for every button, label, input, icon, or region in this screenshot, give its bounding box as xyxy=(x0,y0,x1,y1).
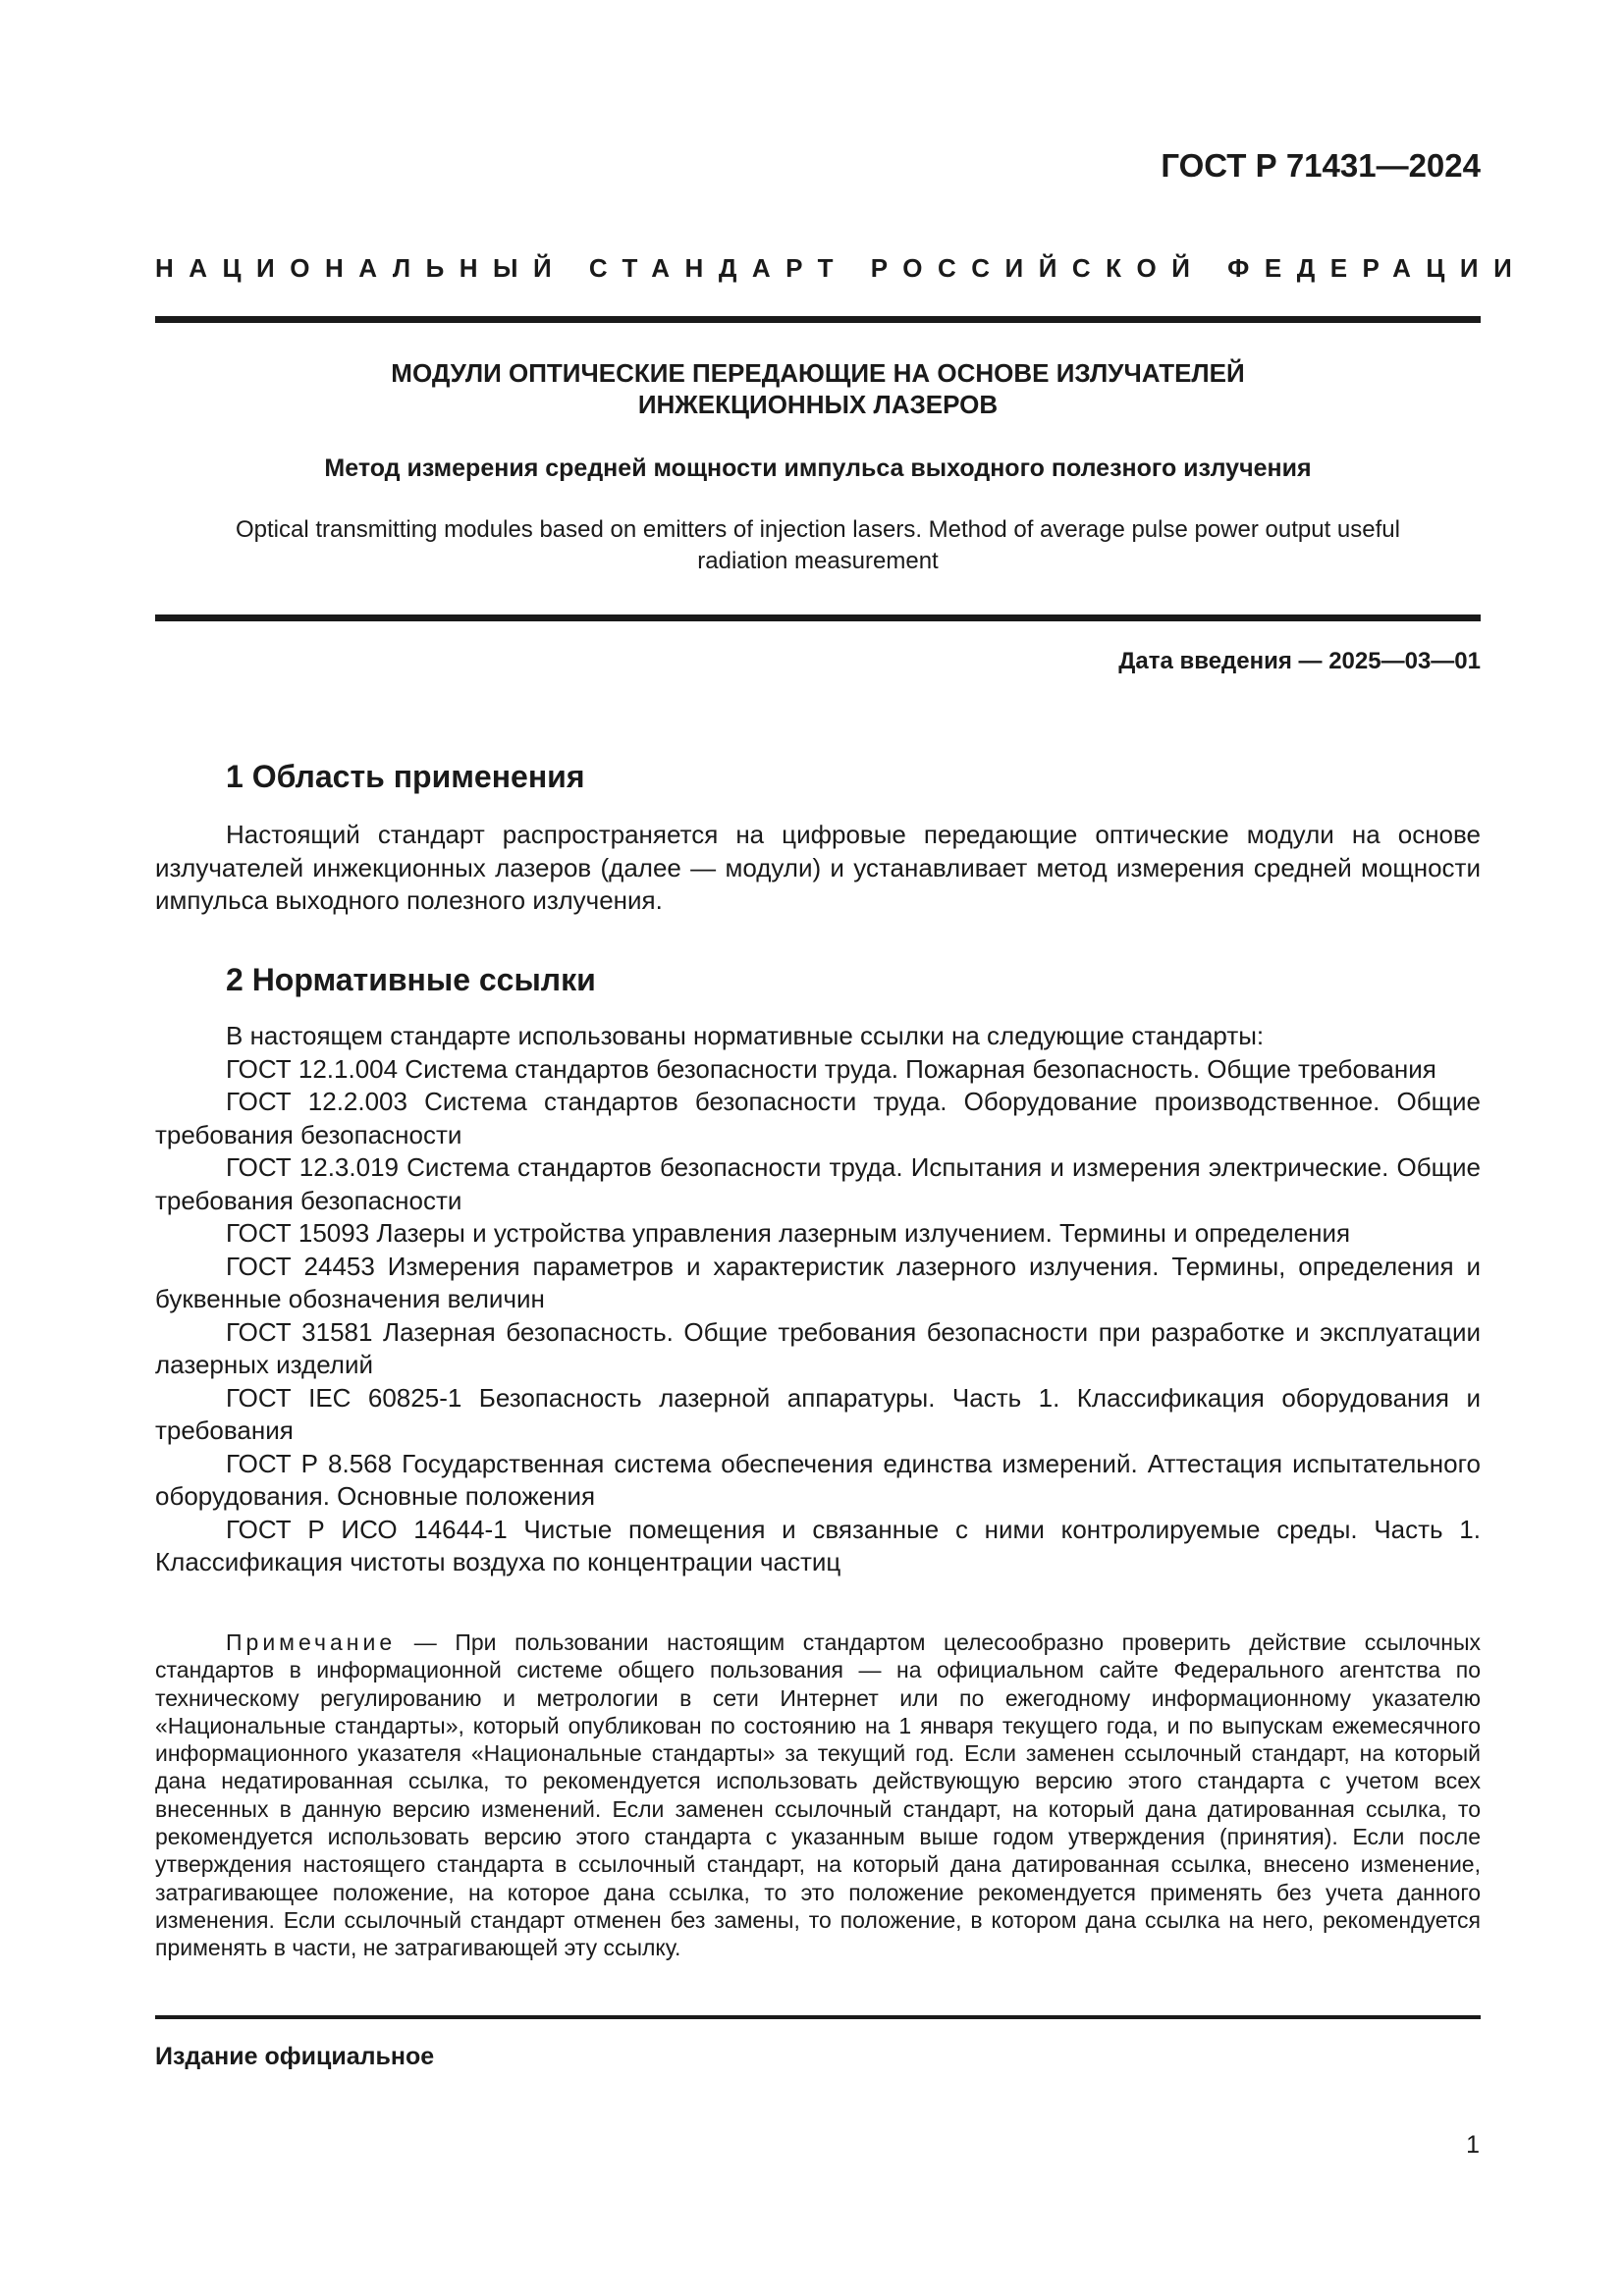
english-title-line-2: radiation measurement xyxy=(697,548,939,574)
reference-item: ГОСТ 12.1.004 Система стандартов безопасности труда. Пожарная безопасность. Общие требования xyxy=(226,1053,1436,1084)
section-1-heading: 1 Область применения xyxy=(226,759,585,794)
section-1-body xyxy=(155,819,1481,918)
section-1-paragraph: Настоящий стандарт распространяется на цифровые передающие оптические модули на основе излучателей инжекционных лазеров (далее — модули) и устанавливает метод измерения средней мощности импульса выходного полезного излучения. xyxy=(155,820,1481,915)
reference-item: ГОСТ 15093 Лазеры и устройства управления лазерным излучением. Термины и определения xyxy=(226,1218,1351,1248)
document-title-line-2: ИНЖЕКЦИОННЫХ ЛАЗЕРОВ xyxy=(637,390,999,419)
document-title xyxy=(155,357,1481,420)
reference-item: ГОСТ 12.2.003 Система стандартов безопасности труда. Оборудование производственное. Общие требования безопасности xyxy=(155,1087,1481,1149)
document-subtitle: Метод измерения средней мощности импульса выходного полезного излучения xyxy=(324,454,1312,482)
english-title xyxy=(155,514,1481,577)
edition-label: Издание официальное xyxy=(155,2043,435,2070)
document-title-line-1: МОДУЛИ ОПТИЧЕСКИЕ ПЕРЕДАЮЩИЕ НА ОСНОВЕ ИЗЛУЧАТЕЛЕЙ xyxy=(391,358,1245,388)
section-2-heading: 2 Нормативные ссылки xyxy=(226,962,596,997)
document-code: ГОСТ Р 71431—2024 xyxy=(1161,147,1481,184)
national-standard-title: НАЦИОНАЛЬНЫЙ СТАНДАРТ РОССИЙСКОЙ ФЕДЕРАЦИИ xyxy=(155,253,1528,283)
reference-item: ГОСТ Р 8.568 Государственная система обеспечения единства измерений. Аттестация испытательного оборудования. Основные положения xyxy=(155,1448,1481,1511)
reference-item: ГОСТ 31581 Лазерная безопасность. Общие требования безопасности при разработке и эксплуатации лазерных изделий xyxy=(155,1316,1481,1379)
footer-divider xyxy=(155,2015,1481,2019)
note-text: — При пользовании настоящим стандартом целесообразно проверить действие ссылочных стандартов в информационной системе общего пользования — на официальном сайте Федерального агентства по техническому регулированию и метрологии в сети Интернет или по ежегодному информационному указателю «Национальные стандарты», который опубликован по состоянию на 1 января текущего года, и по выпускам ежемесячного информационного указателя «Национальные стандарты» за текущий год. Если заменен ссылочный стандарт, на который дана недатированная ссылка, то рекомендуется использовать действующую версию этого стандарта с учетом всех внесенных в данную версию изменений. Если заменен ссылочный стандарт, на который дана датированная ссылка, то рекомендуется использовать версию этого стандарта с указанным выше годом утверждения (принятия). Если после утверждения настоящего стандарта в ссылочный стандарт, на который дана датированная ссылка, внесено изменение, затрагивающее положение, на которое дана ссылка, то это положение рекомендуется применять без учета данного изменения. Если ссылочный стандарт отменен без замены, то положение, в котором дана ссылка на него, рекомендуется применять в части, не затрагивающей эту ссылку. xyxy=(155,1629,1481,1961)
note-label: Примечание xyxy=(226,1629,397,1655)
section-2-body xyxy=(155,1020,1481,1579)
reference-item: ГОСТ 24453 Измерения параметров и характеристик лазерного излучения. Термины, определения и буквенные обозначения величин xyxy=(155,1251,1481,1313)
english-title-line-1: Optical transmitting modules based on emitters of injection lasers. Method of average pulse power output useful xyxy=(236,516,1400,543)
title-divider xyxy=(155,614,1481,621)
reference-item: ГОСТ IEC 60825-1 Безопасность лазерной аппаратуры. Часть 1. Классификация оборудования и требования xyxy=(155,1382,1481,1445)
reference-note xyxy=(155,1629,1481,1962)
reference-item: ГОСТ 12.3.019 Система стандартов безопасности труда. Испытания и измерения электрические. Общие требования безопасности xyxy=(155,1152,1481,1215)
reference-item: ГОСТ Р ИСО 14644-1 Чистые помещения и связанные с ними контролируемые среды. Часть 1. Классификация чистоты воздуха по концентрации частиц xyxy=(155,1514,1481,1576)
top-divider xyxy=(155,316,1481,323)
introduction-date: Дата введения — 2025—03—01 xyxy=(1118,648,1481,674)
references-intro: В настоящем стандарте использованы нормативные ссылки на следующие стандарты: xyxy=(226,1021,1265,1050)
page-number: 1 xyxy=(1466,2131,1480,2159)
